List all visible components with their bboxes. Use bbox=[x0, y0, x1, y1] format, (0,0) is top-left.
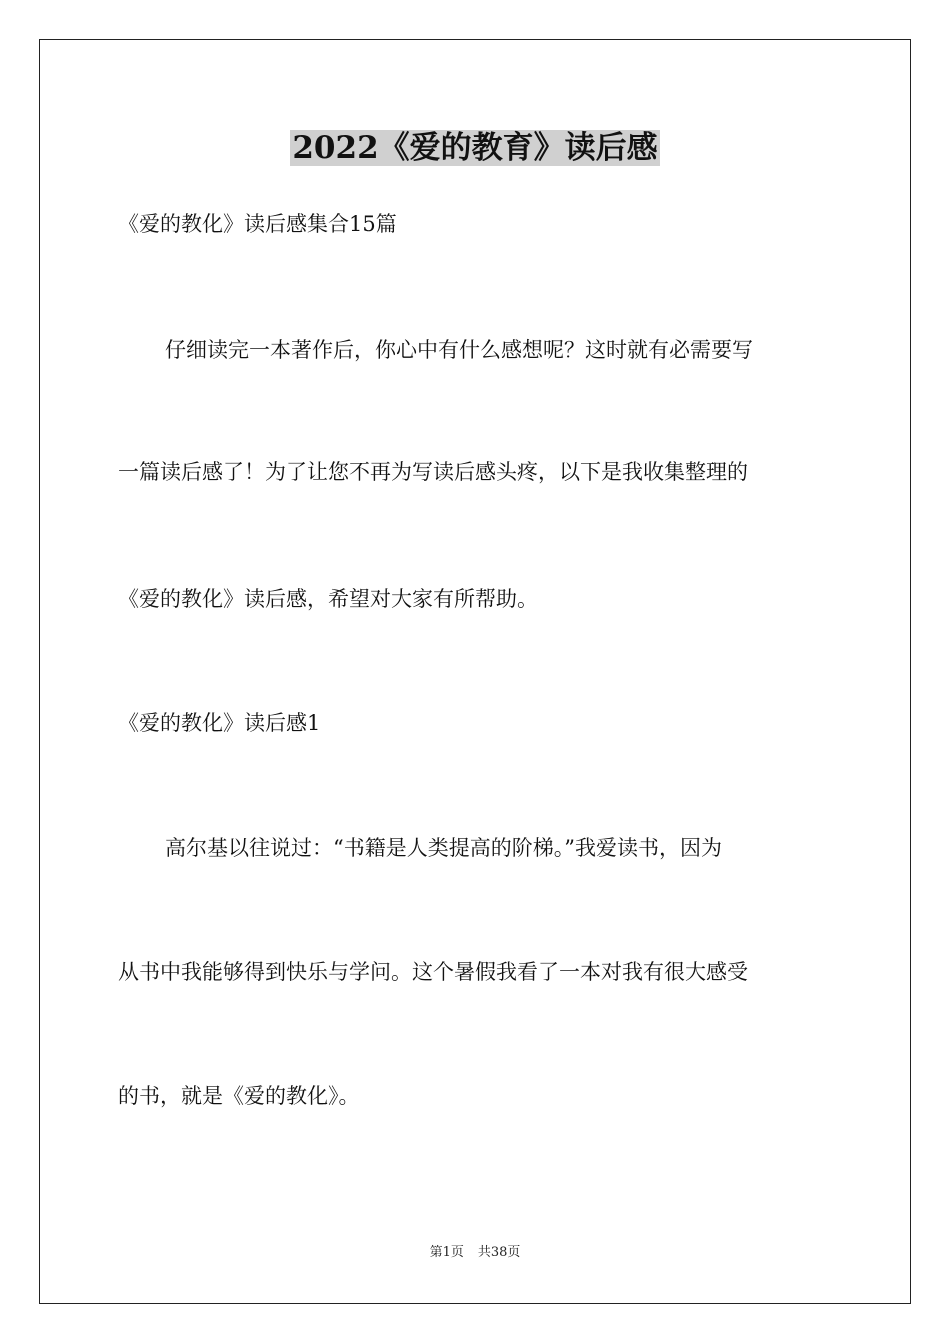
section-heading: 《爱的教化》读后感1 bbox=[118, 711, 321, 735]
intro-line-3: 《爱的教化》读后感，希望对大家有所帮助。 bbox=[118, 587, 538, 611]
intro-line-2: 一篇读后感了！为了让您不再为写读后感头疼，以下是我收集整理的 bbox=[118, 460, 748, 484]
section-line-2: 从书中我能够得到快乐与学问。这个暑假我看了一本对我有很大感受 bbox=[118, 960, 748, 984]
intro-line-1: 仔细读完一本著作后，你心中有什么感想呢？这时就有必需要写 bbox=[165, 338, 753, 362]
document-title bbox=[0, 126, 950, 170]
page-footer bbox=[0, 1244, 950, 1262]
document-subtitle: 《爱的教化》读后感集合15篇 bbox=[118, 212, 397, 236]
page-total: 共38页 bbox=[477, 1245, 521, 1260]
section-line-1: 高尔基以往说过：“书籍是人类提高的阶梯。”我爱读书，因为 bbox=[165, 836, 722, 860]
section-line-3: 的书，就是《爱的教化》。 bbox=[118, 1084, 360, 1108]
document-title-text: 2022《爱的教育》读后感 bbox=[292, 130, 658, 166]
page-number: 第1页 bbox=[429, 1245, 464, 1260]
